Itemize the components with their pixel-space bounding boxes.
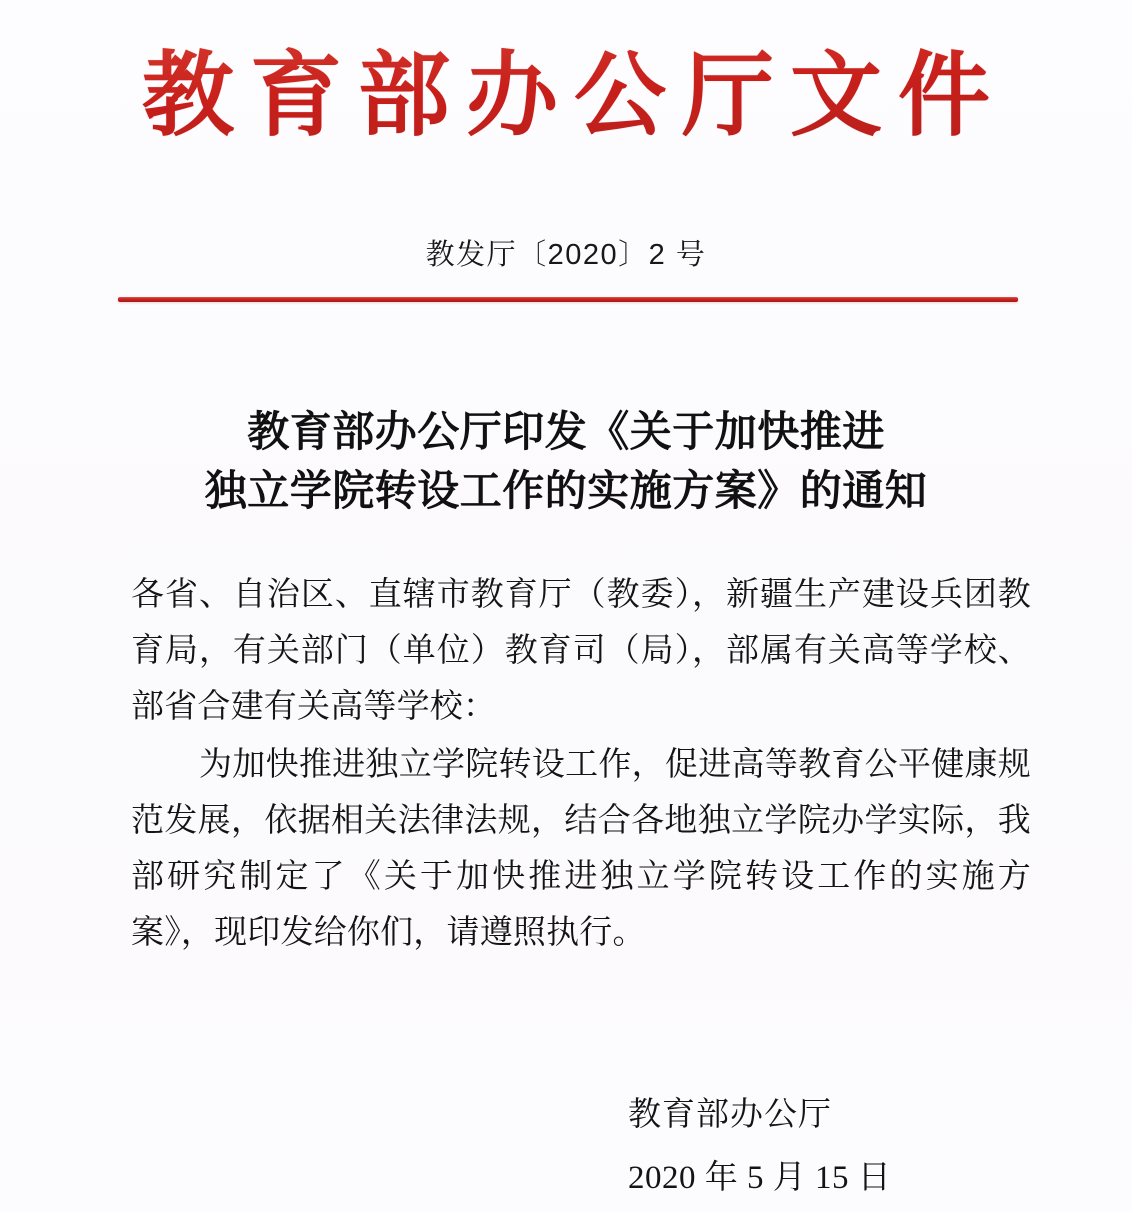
masthead-title: 教育部办公厅文件 bbox=[126, 46, 1006, 145]
page-title-line-1: 教育部办公厅印发《关于加快推进 bbox=[247, 408, 885, 455]
red-separator-rule bbox=[118, 297, 1018, 302]
page-title-line-2: 独立学院转设工作的实施方案》的通知 bbox=[204, 467, 928, 514]
page-title bbox=[0, 402, 1132, 520]
signature-block bbox=[628, 1090, 1028, 1200]
document-body bbox=[131, 566, 1031, 960]
signature-date: 2020 年 5 月 15 日 bbox=[628, 1160, 892, 1196]
recipients-line: 各省、自治区、直辖市教育厅（教委），新疆生产建设兵团教育局，有关部门（单位）教育司（局），部属有关高等学校、部省合建有关高等学校： bbox=[131, 575, 1031, 724]
signature-organization: 教育部办公厅 bbox=[628, 1095, 832, 1132]
document-number-row bbox=[0, 238, 1132, 273]
body-paragraph: 为加快推进独立学院转设工作，促进高等教育公平健康规范发展，依据相关法律法规，结合各地独立学院办学实际，我部研究制定了《关于加快推进独立学院转设工作的实施方案》，现印发给你们，请遵照执行。 bbox=[131, 745, 1031, 950]
document-number: 教发厅〔2020〕2 号 bbox=[425, 239, 707, 271]
masthead bbox=[0, 41, 1132, 149]
